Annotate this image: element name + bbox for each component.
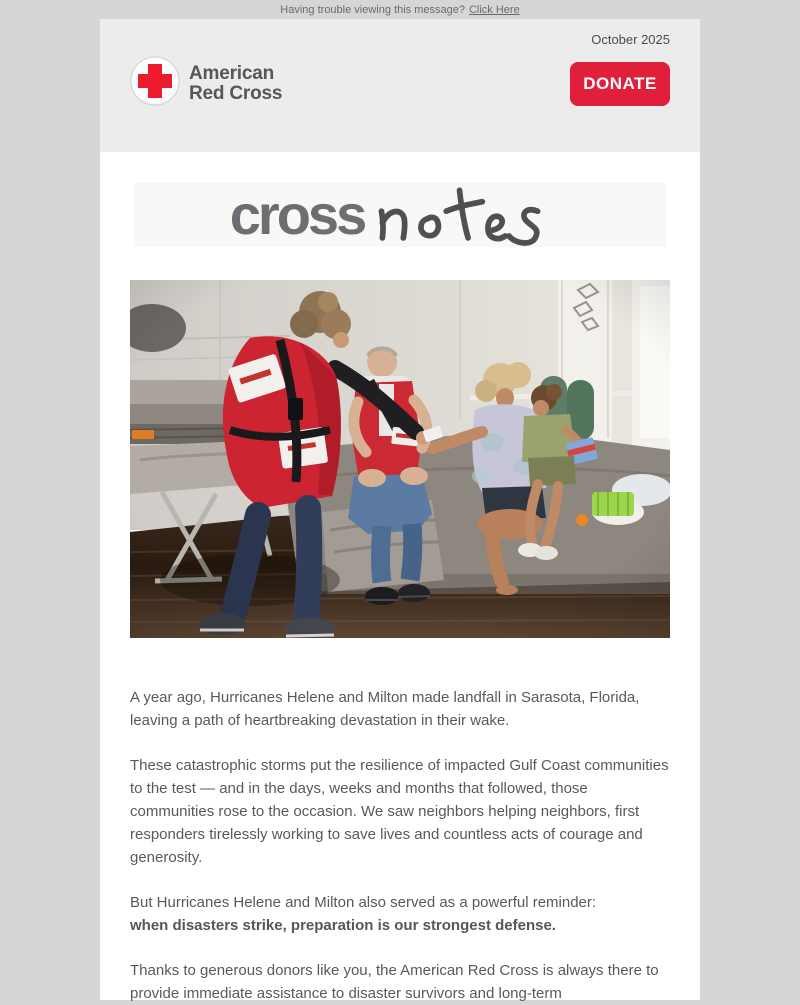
email-body xyxy=(100,152,700,1005)
paragraph-1: A year ago, Hurricanes Helene and Milton made landfall in Sarasota, Florida, leaving a path of heartbreaking devastation in their wake. xyxy=(130,689,640,729)
issue-date: October 2025 xyxy=(591,32,670,47)
logo-line1: American xyxy=(189,62,274,84)
paragraph-3-bold: when disasters strike, preparation is our strongest defense. xyxy=(130,917,556,934)
red-cross-emblem-icon xyxy=(130,56,180,111)
paragraph-3 xyxy=(130,891,670,937)
crossnotes-bold-text: cross xyxy=(229,183,365,246)
crossnotes-script-icon xyxy=(370,180,570,257)
view-in-browser-link[interactable]: Click Here xyxy=(468,3,520,16)
crossnotes-masthead xyxy=(134,183,667,247)
paragraph-2: These catastrophic storms put the resilience of impacted Gulf Coast communities to the test — and in the days, weeks and months that followed, those communities rose to the occasion. We saw neighbors helping neighbors, first responders tirelessly working to save lives and countless acts of courage and generosity. xyxy=(130,757,669,866)
email-card xyxy=(100,19,700,1000)
shelter-photo xyxy=(130,280,670,638)
red-cross-logo-text xyxy=(189,64,282,104)
paragraph-4: Thanks to generous donors like you, the American Red Cross is always there to provide immediate assistance to disaster survivors and long-term xyxy=(130,962,659,1002)
logo-line2: Red Cross xyxy=(189,82,283,104)
preheader xyxy=(0,0,800,19)
article xyxy=(130,686,670,1005)
header-row xyxy=(130,56,670,111)
email-header xyxy=(100,19,700,152)
preheader-text: Having trouble viewing this message? xyxy=(280,3,465,16)
red-cross-logo[interactable] xyxy=(130,56,282,111)
paragraph-3-lead: But Hurricanes Helene and Milton also served as a powerful reminder: xyxy=(130,894,597,911)
donate-button[interactable]: DONATE xyxy=(570,62,670,106)
